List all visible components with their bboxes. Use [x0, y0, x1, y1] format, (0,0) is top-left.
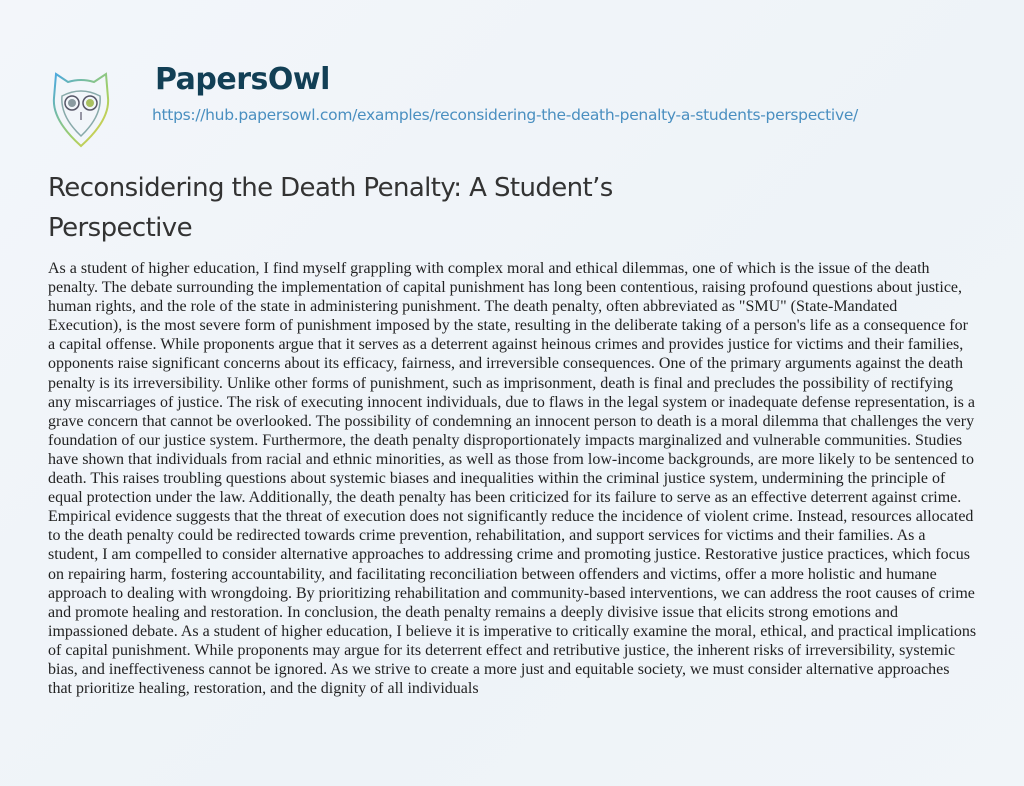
body-text-line: human rights, and the role of the state in administering punishment. The death penalty, often abbreviated as "SMU" (State-Mandated [48, 298, 898, 316]
body-text-line: penalty. The debate surrounding the implementation of capital punishment has long been contentious, raising profound questions about justice, [48, 279, 963, 297]
body-text-line: a capital offense. While proponents argue that it serves as a deterrent against heinous crimes and provides justice for victims and their families, [48, 336, 964, 354]
body-text-line: grave concern that cannot be overlooked. The possibility of condemning an innocent person to death is a moral dilemma that challenges the very [48, 412, 975, 430]
page-url-link[interactable]: https://hub.papersowl.com/examples/reconsidering-the-death-penalty-a-students-perspective/ [152, 106, 858, 124]
body-text-line: of capital punishment. While proponents may argue for its deterrent effect and retributive justice, the inherent risks of irreversibility, systemic [48, 641, 956, 659]
body-text-line: have shown that individuals from racial and ethnic minorities, as well as those from low-income backgrounds, are more likely to be sentenced to [48, 450, 974, 468]
body-text-line: As a student of higher education, I find myself grappling with complex moral and ethical dilemmas, one of which is the issue of the death [48, 260, 930, 277]
body-text-line: any miscarriages of justice. The risk of executing innocent individuals, due to flaws in the legal system or inadequate defense representation, is a [48, 393, 975, 411]
papersowl-logo-icon [50, 68, 112, 148]
body-text-line: and promote healing and restoration. In conclusion, the death penalty remains a deeply divisive issue that elicits strong emotions and [48, 603, 899, 621]
body-text-line: foundation of our justice system. Furthermore, the death penalty disproportionately impacts marginalized and vulnerable communities. Studies [48, 431, 963, 449]
body-text-line: to the death penalty could be redirected towards crime prevention, rehabilitation, and support services for victims and their families. As a [48, 527, 926, 545]
body-text-line: Empirical evidence suggests that the threat of execution does not significantly reduce the incidence of violent crime. Instead, resources allocated [48, 508, 974, 526]
body-text-line: student, I am compelled to consider alternative approaches to addressing crime and promoting justice. Restorative justice practices, which focus [48, 546, 970, 564]
document-body [48, 259, 1008, 698]
body-text-line: opponents raise significant concerns about its efficacy, fairness, and irreversible consequences. One of the primary arguments against the death [48, 355, 963, 373]
body-text-line: on repairing harm, fostering accountability, and facilitating reconciliation between offenders and victims, offer a more holistic and humane [48, 565, 937, 583]
body-text-line: approach to dealing with wrongdoing. By prioritizing rehabilitation and community-based interventions, we can address the root causes of crime [48, 584, 975, 602]
body-text-line: equal protection under the law. Additionally, the death penalty has been criticized for its failure to serve as an effective deterrent against crime. [48, 489, 962, 507]
body-text-line: impassioned debate. As a student of higher education, I believe it is imperative to critically examine the moral, ethical, and practical implications [48, 622, 977, 640]
body-text-line: penalty is its irreversibility. Unlike other forms of punishment, such as imprisonment, death is final and precludes the possibility of rectifying [48, 374, 954, 392]
body-text-line: Execution), is the most severe form of punishment imposed by the state, resulting in the deliberate taking of a person's life as a consequence for [48, 317, 968, 335]
body-text-line: death. This raises troubling questions about systemic biases and inequalities within the criminal justice system, undermining the principle of [48, 470, 946, 488]
brand-name: PapersOwl [155, 62, 330, 97]
document-title: Reconsidering the Death Penalty: A Student’s Perspective [48, 173, 613, 243]
body-text-line: bias, and ineffectiveness cannot be ignored. As we strive to create a more just and equitable society, we must consider alternative approaches [48, 660, 950, 678]
body-text-line: that prioritize healing, restoration, and the dignity of all individuals [48, 680, 479, 698]
